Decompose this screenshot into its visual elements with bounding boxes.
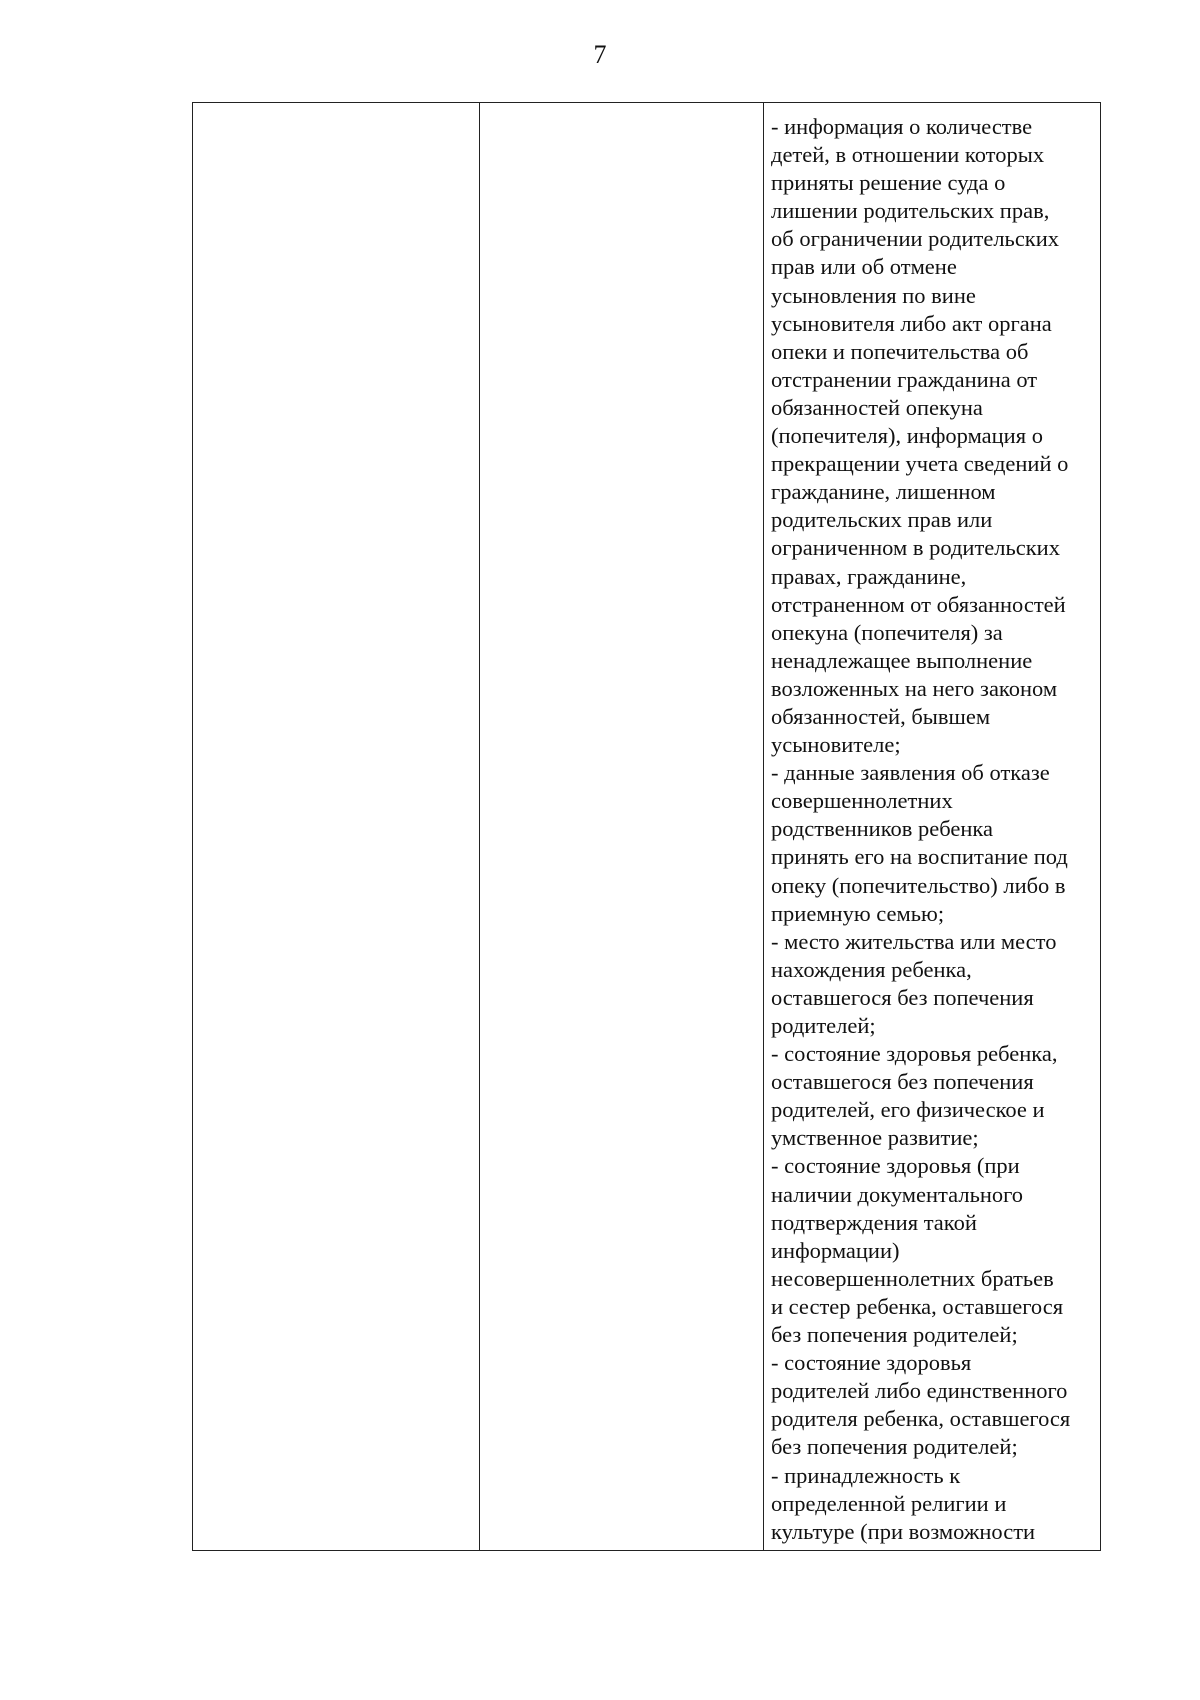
text-line: подтверждения такой [771, 1209, 977, 1235]
text-line: отстраненном от обязанностей [771, 591, 1066, 617]
text-line: усыновителе; [771, 732, 901, 758]
text-line: ненадлежащее выполнение [771, 647, 1033, 673]
text-line: - место жительства или место [771, 928, 1057, 954]
table-column-3 [764, 103, 1100, 1550]
text-line: оставшегося без попечения [771, 984, 1034, 1010]
text-line: - состояние здоровья ребенка, [771, 1041, 1058, 1067]
page-number: 7 [593, 40, 607, 69]
text-line: и сестер ребенка, оставшегося [771, 1293, 1064, 1319]
text-line: детей, в отношении которых [771, 142, 1045, 168]
text-line: - состояние здоровья (при [771, 1153, 1020, 1179]
text-line: прекращении учета сведений о [771, 451, 1069, 477]
text-line: несовершеннолетних братьев [771, 1265, 1054, 1291]
text-line: - состояние здоровья [771, 1350, 972, 1376]
text-line: прав или об отмене [771, 254, 957, 280]
text-line: обязанностей опекуна [771, 394, 983, 420]
document-table [192, 102, 1101, 1551]
text-line: нахождения ребенка, [771, 956, 972, 982]
text-line: наличии документального [771, 1181, 1024, 1207]
text-line: обязанностей, бывшем [771, 703, 991, 729]
text-line: родителей, его физическое и [771, 1097, 1045, 1123]
text-line: умственное развитие; [771, 1125, 979, 1151]
text-line: определенной религии и [771, 1490, 1007, 1516]
text-line: родителей; [771, 1013, 876, 1038]
text-line: культуре (при возможности [771, 1518, 1036, 1544]
text-line: лишении родительских прав, [771, 198, 1050, 224]
text-line: без попечения родителей; [771, 1322, 1018, 1348]
text-line: приемную семью; [771, 900, 945, 926]
text-line: принять его на воспитание под [771, 844, 1068, 870]
text-line: приняты решение суда о [771, 170, 1006, 196]
text-line: опеку (попечительство) либо в [771, 872, 1066, 898]
table-column-2 [480, 103, 764, 1550]
text-line: возложенных на него законом [771, 675, 1058, 701]
text-line: оставшегося без попечения [771, 1069, 1034, 1095]
text-line: - информация о количестве [771, 114, 1033, 139]
text-line: родственников ребенка [771, 816, 994, 842]
text-line: правах, гражданине, [771, 563, 967, 589]
table-column-1 [193, 103, 480, 1550]
text-line: совершеннолетних [771, 788, 953, 814]
text-line: без попечения родителей; [771, 1434, 1018, 1460]
text-line: опеки и попечительства об [771, 338, 1029, 364]
text-line: отстранении гражданина от [771, 366, 1038, 392]
text-line: родителя ребенка, оставшегося [771, 1406, 1071, 1432]
text-line: усыновителя либо акт органа [771, 310, 1052, 336]
text-line: информации) [771, 1237, 900, 1263]
text-line: опекуна (попечителя) за [771, 619, 1003, 645]
text-line: - данные заявления об отказе [771, 760, 1050, 786]
text-line: ограниченном в родительских [771, 535, 1060, 561]
text-line: гражданине, лишенном [771, 479, 996, 505]
text-line: - принадлежность к [771, 1462, 961, 1488]
text-line: об ограничении родительских [771, 226, 1060, 252]
text-line: родителей либо единственного [771, 1378, 1068, 1404]
text-line: усыновления по вине [771, 282, 976, 308]
text-line: родительских прав или [771, 507, 993, 533]
text-line: (попечителя), информация о [771, 423, 1043, 449]
